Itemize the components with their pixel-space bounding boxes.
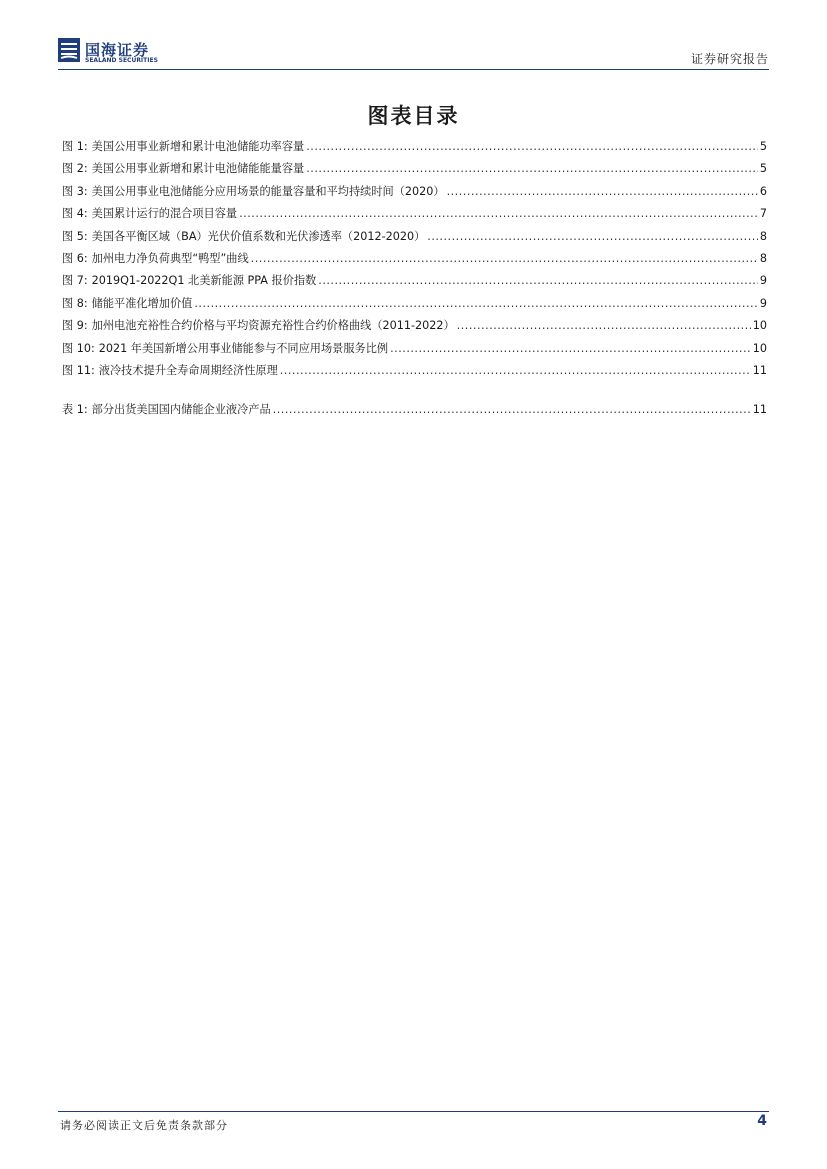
toc-entry-title: 液冷技术提升全寿命周期经济性原理 (98, 363, 278, 377)
toc-entry[interactable] (62, 362, 767, 384)
figure-list (62, 138, 767, 384)
toc-entry-page: 6 (759, 184, 767, 198)
toc-entry-page: 9 (759, 274, 767, 288)
logo-chinese-name: 国海证券 (85, 41, 150, 59)
toc-dot-leader (273, 403, 751, 416)
table-list (62, 401, 767, 423)
toc-entry-title: 2019Q1-2022Q1 北美新能源 PPA 报价指数 (91, 274, 317, 288)
toc-entry-page: 10 (752, 319, 767, 333)
toc-dot-leader (280, 364, 751, 377)
toc-entry-title: 美国累计运行的混合项目容量 (91, 207, 238, 221)
toc-entry[interactable] (62, 272, 767, 294)
toc-entry[interactable] (62, 401, 767, 423)
toc-dot-leader (306, 162, 758, 175)
toc-entry-page: 10 (752, 341, 767, 355)
toc-entry-page: 5 (759, 140, 767, 153)
figure-table-list (62, 138, 767, 424)
toc-entry-title: 储能平准化增加价值 (91, 296, 193, 310)
disclaimer-note: 请务必阅读正文后免责条款部分 (60, 1119, 228, 1132)
toc-entry[interactable] (62, 205, 767, 227)
toc-entry-label: 图 1: (62, 140, 88, 153)
toc-dot-leader (457, 319, 751, 332)
toc-entry-label: 图 10: (62, 341, 95, 355)
toc-dot-leader (427, 230, 758, 243)
toc-entry-label: 图 6: (62, 251, 88, 265)
toc-entry[interactable] (62, 228, 767, 250)
toc-entry-label: 图 11: (62, 363, 95, 377)
toc-entry-title: 美国公用事业电池储能分应用场景的能量容量和平均持续时间（2020） (91, 184, 445, 198)
toc-entry[interactable] (62, 317, 767, 339)
sealand-logo-icon (58, 38, 80, 62)
toc-dot-leader (306, 140, 758, 153)
toc-entry-title: 加州电力净负荷典型“鸭型”曲线 (91, 251, 249, 265)
toc-dot-leader (318, 274, 758, 287)
company-logo (58, 38, 198, 68)
toc-entry-page: 8 (759, 251, 767, 265)
toc-entry-title: 美国公用事业新增和累计电池储能能量容量 (91, 162, 305, 176)
toc-entry[interactable] (62, 250, 767, 272)
toc-entry[interactable] (62, 340, 767, 362)
toc-entry-label: 图 2: (62, 162, 88, 176)
toc-entry[interactable] (62, 295, 767, 317)
toc-entry-page: 11 (752, 363, 767, 377)
toc-dot-leader (390, 342, 751, 355)
header-divider (58, 69, 769, 70)
toc-entry-label: 表 1: (62, 403, 88, 417)
page-title: 图表目录 (367, 103, 460, 128)
toc-entry-title: 2021 年美国新增公用事业储能参与不同应用场景服务比例 (98, 341, 389, 355)
footer-divider (58, 1111, 769, 1112)
toc-entry[interactable] (62, 183, 767, 205)
toc-entry-label: 图 8: (62, 296, 88, 310)
toc-entry[interactable] (62, 138, 767, 160)
toc-entry-label: 图 4: (62, 207, 88, 221)
toc-dot-leader (251, 252, 758, 265)
toc-entry-title: 美国公用事业新增和累计电池储能功率容量 (91, 140, 305, 153)
toc-entry-title: 美国各平衡区域（BA）光伏价值系数和光伏渗透率（2012-2020） (91, 229, 426, 243)
toc-entry-title: 加州电池充裕性合约价格与平均资源充裕性合约价格曲线（2011-2022） (91, 319, 455, 333)
toc-entry-label: 图 7: (62, 274, 88, 288)
toc-entry-title: 部分出货美国国内储能企业液冷产品 (91, 403, 271, 417)
toc-dot-leader (239, 207, 758, 220)
toc-entry-label: 图 5: (62, 229, 88, 243)
report-type-label: 证券研究报告 (690, 52, 769, 66)
toc-entry-page: 9 (759, 296, 767, 310)
toc-dot-leader (447, 185, 758, 198)
logo-english-name: SEALAND SECURITIES (85, 57, 158, 64)
toc-dot-leader (194, 297, 758, 310)
toc-entry-label: 图 9: (62, 319, 88, 333)
page-header (58, 38, 769, 68)
toc-entry-page: 7 (759, 207, 767, 221)
toc-entry-page: 11 (752, 403, 767, 417)
toc-entry-page: 5 (759, 162, 767, 176)
toc-entry[interactable] (62, 160, 767, 182)
list-gap (62, 384, 767, 401)
toc-entry-page: 8 (759, 229, 767, 243)
toc-entry-label: 图 3: (62, 184, 88, 198)
page-number: 4 (757, 1113, 767, 1129)
